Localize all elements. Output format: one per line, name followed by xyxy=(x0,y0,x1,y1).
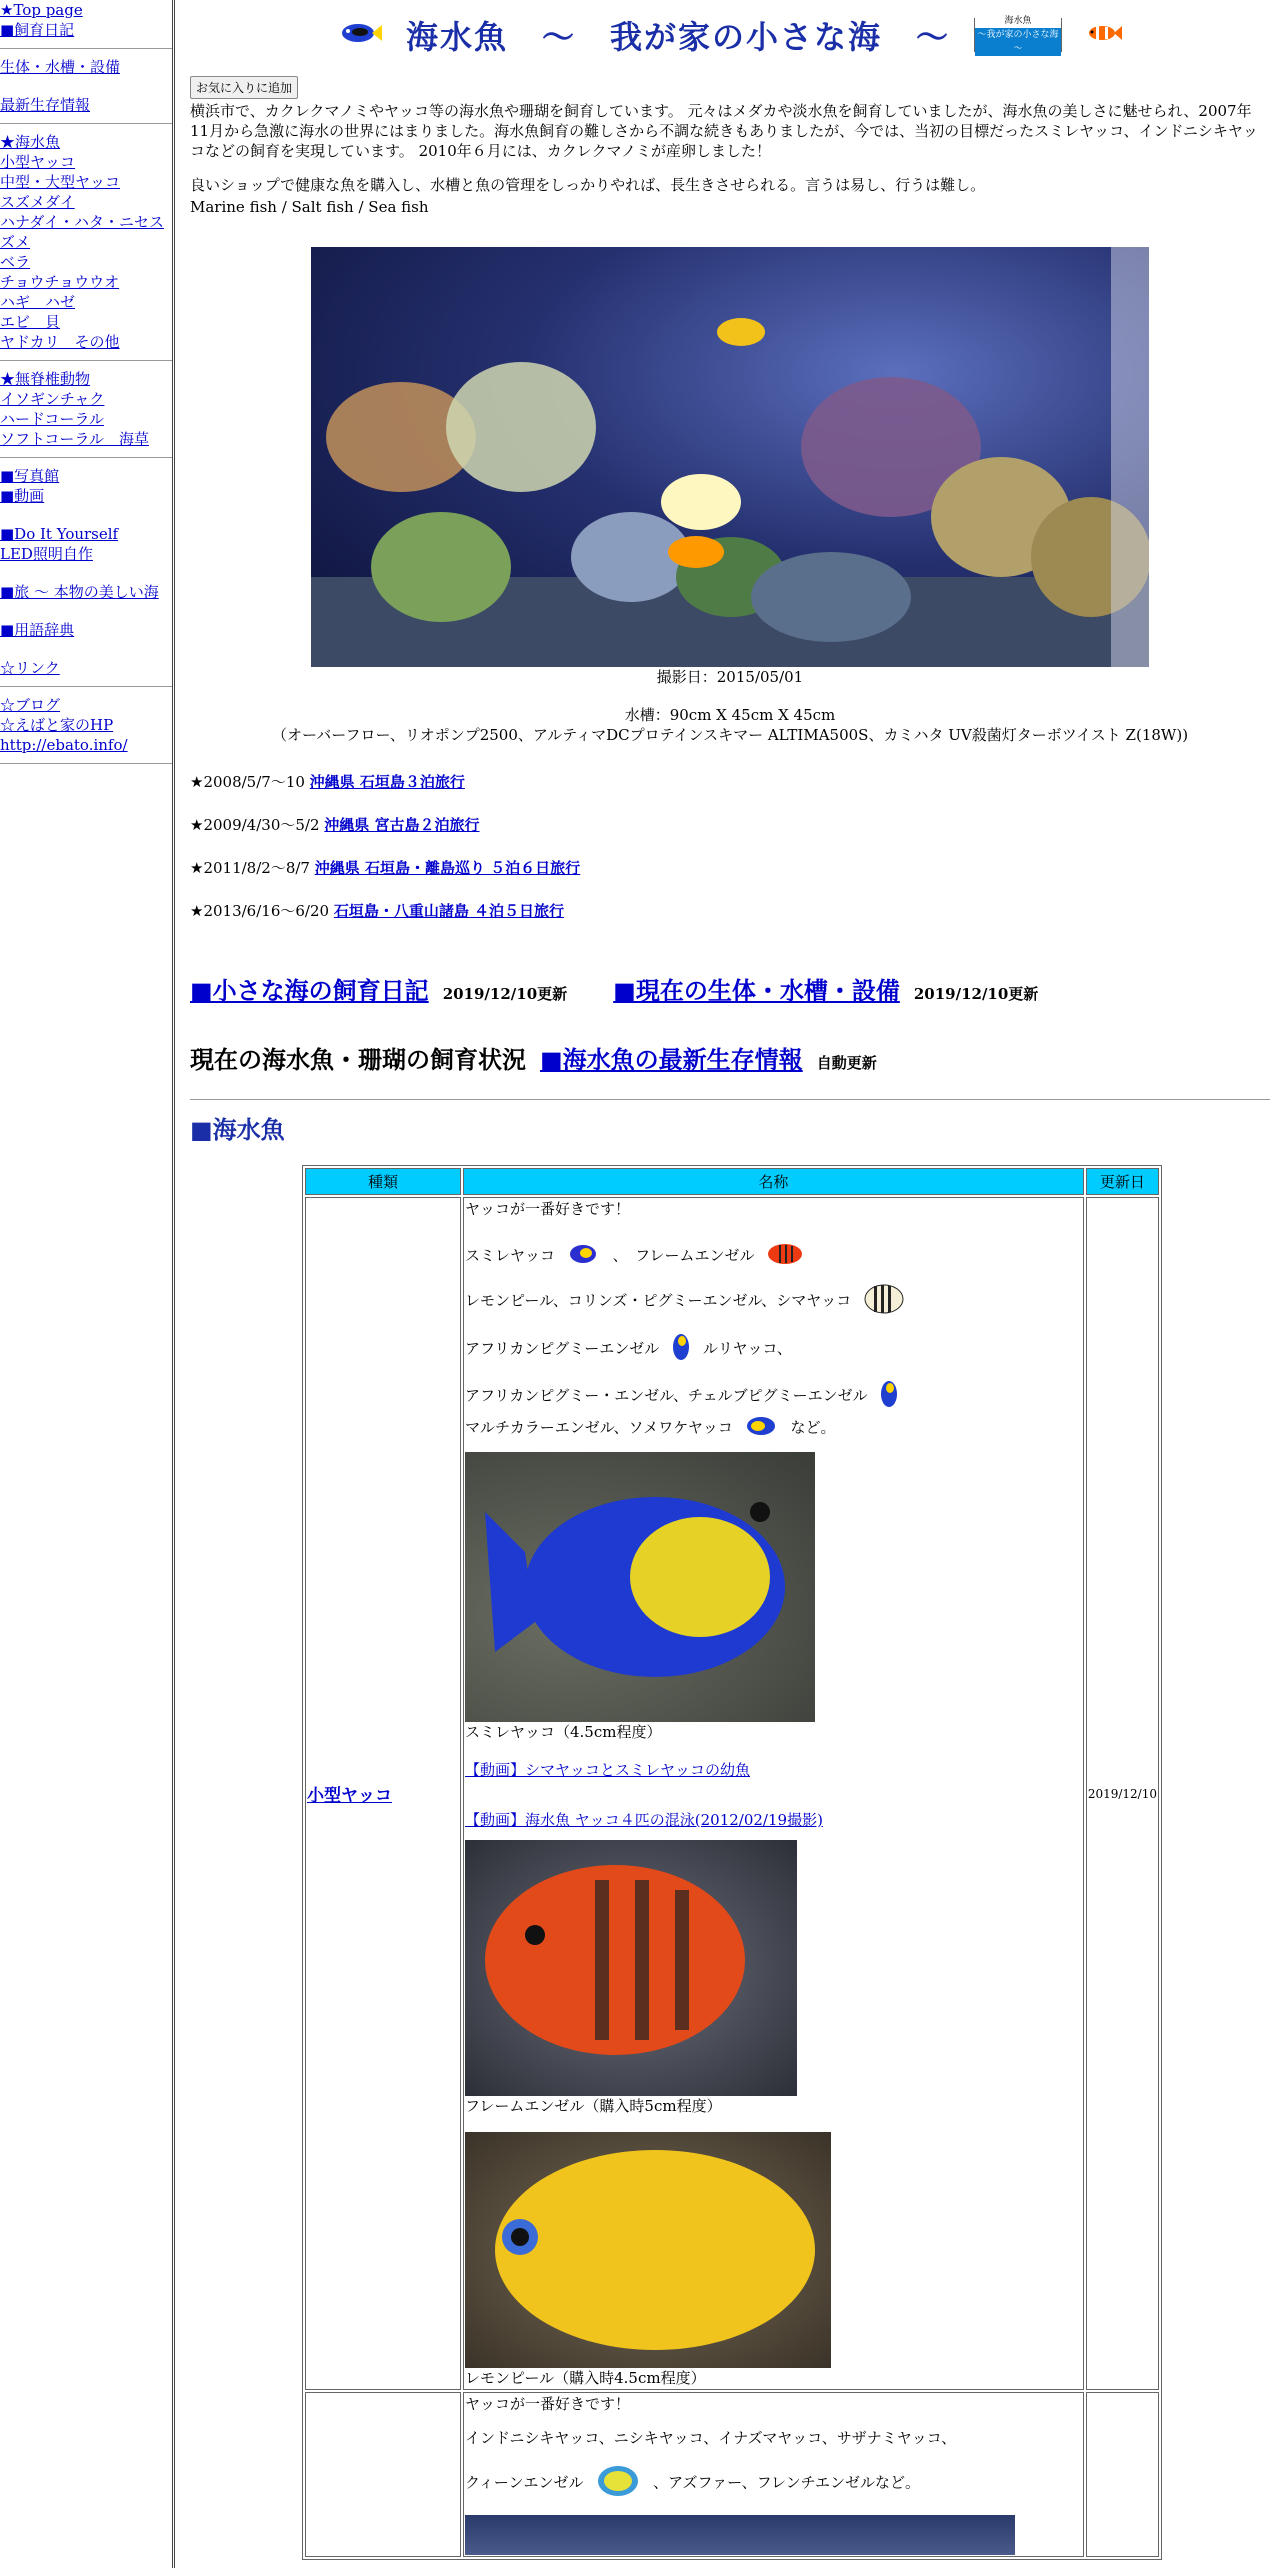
table-header-row xyxy=(305,1168,1159,1195)
sidebar-item-home-url[interactable]: http://ebato.info/ xyxy=(0,736,128,754)
sidebar-group-equipment xyxy=(0,57,172,124)
sidebar-nav xyxy=(0,0,175,2568)
fish-name: スミレヤッコ xyxy=(465,1246,556,1265)
desc-line xyxy=(465,2462,1082,2505)
date-cell: 2019/12/10 xyxy=(1086,1197,1159,2390)
sidebar-item-anthias[interactable]: ハナダイ・ハタ・ニセスズメ xyxy=(0,213,164,251)
sidebar-item-fish[interactable]: ★海水魚 xyxy=(0,133,61,151)
kind-cell xyxy=(305,1197,461,2390)
sidebar-item-gallery[interactable]: ■写真館 xyxy=(0,467,60,485)
sidebar-item-anemone[interactable]: イソギンチャク xyxy=(0,390,105,408)
small-angel-link[interactable]: 小型ヤッコ xyxy=(307,1786,392,1806)
sidebar-item-hermit[interactable]: ヤドカリ その他 xyxy=(0,333,120,351)
lemonpeel-angel-photo xyxy=(465,2132,831,2368)
flameback-fish-icon xyxy=(566,1241,602,1272)
sidebar-item-equipment[interactable]: 生体・水槽・設備 xyxy=(0,58,121,76)
sidebar-group-invert xyxy=(0,369,172,458)
desc-line: ヤッコが一番好きです！ xyxy=(465,2395,631,2413)
fish-table xyxy=(302,1165,1162,2560)
sidebar-item-soft-coral[interactable]: ソフトコーラル 海草 xyxy=(0,430,149,448)
pygmy-angel-icon xyxy=(670,1331,692,1368)
fish-name: アフリカンピグミーエンゼル xyxy=(465,1339,660,1358)
intro-motto: 良いショップで健康な魚を購入し、水槽と魚の管理をしっかりやれば、長生きさせられる。言うは易し、行うは難し。 xyxy=(190,176,986,194)
sidebar-item-small-angel[interactable]: 小型ヤッコ xyxy=(0,153,76,171)
sidebar-item-survival[interactable]: 最新生存情報 xyxy=(0,96,91,114)
desc-line xyxy=(465,1282,1082,1321)
photo-caption: スミレヤッコ（4.5cm程度） xyxy=(465,1723,662,1741)
fish-name: クィーンエンゼル xyxy=(465,2473,584,2492)
fish-name: アフリカンピグミー・エンゼル、チェルブピグミーエンゼル xyxy=(465,1386,868,1405)
sidebar-item-tang-goby[interactable]: ハギ ハゼ xyxy=(0,293,76,311)
trip-date: ★2008/5/7～10 xyxy=(190,773,310,791)
desc-line: ヤッコが一番好きです！ xyxy=(465,1200,631,1218)
clownfish-icon xyxy=(1086,21,1122,49)
sidebar-item-butterfly[interactable]: チョウチョウウオ xyxy=(0,273,120,291)
flameback-angel-photo xyxy=(465,1452,815,1722)
trip-date: ★2013/6/16～6/20 xyxy=(190,902,334,920)
sidebar-item-links[interactable]: ☆リンク xyxy=(0,659,60,677)
flame-angel-photo xyxy=(465,1840,797,2096)
current-updated: 2019/12/10更新 xyxy=(913,985,1039,1003)
status-row xyxy=(190,1040,1270,1075)
photo-caption: レモンピール（購入時4.5cm程度） xyxy=(465,2369,706,2387)
aquarium-photo xyxy=(311,247,1149,667)
main-content xyxy=(190,0,1270,2560)
blue-tang-icon xyxy=(338,19,382,51)
sidebar-item-led[interactable]: LED照明自作 xyxy=(0,545,93,563)
fish-name: など。 xyxy=(790,1418,836,1437)
sidebar-item-blog[interactable]: ☆ブログ xyxy=(0,696,61,714)
aquarium-photo-block xyxy=(190,247,1270,745)
sidebar-item-hard-coral[interactable]: ハードコーラル xyxy=(0,410,104,428)
sidebar-item-glossary[interactable]: ■用語辞典 xyxy=(0,621,75,639)
site-title: 海水魚 ～ 我が家の小さな海 ～ xyxy=(405,18,950,56)
trip-link[interactable]: 石垣島・八重山諸島 ４泊５日旅行 xyxy=(333,902,565,920)
desc-cell xyxy=(463,1197,1084,2390)
sidebar-item-video[interactable]: ■動画 xyxy=(0,487,45,505)
fish-name: ルリヤッコ、 xyxy=(702,1339,792,1358)
trip-list xyxy=(190,771,1270,921)
intro-keywords: Marine fish / Salt fish / Sea fish xyxy=(190,198,429,216)
sidebar-item-diary[interactable]: ■飼育日記 xyxy=(0,21,75,39)
desc-cell xyxy=(463,2392,1084,2557)
photo-caption: フレームエンゼル（購入時5cm程度） xyxy=(465,2097,722,2115)
header-name: 名称 xyxy=(463,1168,1084,1195)
sidebar-item-shrimp[interactable]: エビ 貝 xyxy=(0,313,61,331)
latest-survival-link[interactable]: ■海水魚の最新生存情報 xyxy=(540,1045,803,1074)
desc-line xyxy=(465,1415,1082,1442)
photo-date: 撮影日：2015/05/01 xyxy=(656,668,804,686)
trip-link[interactable]: 沖縄県 石垣島・離島巡り ５泊６日旅行 xyxy=(314,859,581,877)
sidebar-group-top xyxy=(0,0,172,49)
trip-item xyxy=(190,814,1270,835)
multicolor-angel-icon xyxy=(744,1415,780,1442)
trip-item xyxy=(190,900,1270,921)
sidebar-item-travel[interactable]: ■旅 ～ 本物の美しい海 xyxy=(0,583,159,601)
diary-updated: 2019/12/10更新 xyxy=(442,985,568,1003)
fish-heading: ■海水魚 xyxy=(190,1115,285,1144)
queen-angel-icon xyxy=(594,2462,642,2505)
sidebar-item-diy[interactable]: ■Do It Yourself xyxy=(0,525,119,543)
header-date: 更新日 xyxy=(1086,1168,1159,1195)
latest-note: 自動更新 xyxy=(816,1054,877,1072)
fish-name: 、 フレームエンゼル xyxy=(612,1246,755,1265)
table-row xyxy=(305,1197,1159,2390)
tank-equipment: （オーバーフロー、リオポンプ2500、アルティマDCプロテインスキマー ALTIMA500S、カミハタ UV殺菌灯ターボツイスト Z(18W)) xyxy=(271,726,1189,744)
desc-line xyxy=(465,1241,1082,1272)
diary-link[interactable]: ■小さな海の飼育日記 xyxy=(190,976,429,1005)
date-cell xyxy=(1086,2392,1159,2557)
video-link[interactable]: 【動画】海水魚 ヤッコ４匹の混泳(2012/02/19撮影) xyxy=(465,1811,823,1829)
sidebar-item-home[interactable]: ☆えばと家のHP xyxy=(0,716,114,734)
page-header xyxy=(190,0,1270,70)
sidebar-item-invert[interactable]: ★無脊椎動物 xyxy=(0,370,91,388)
sidebar-item-damsel[interactable]: スズメダイ xyxy=(0,193,75,211)
intro-paragraph: 横浜市で、カクレクマノミやヤッコ等の海水魚や珊瑚を飼育しています。 元々はメダカや淡水魚を飼育していましたが、海水魚の美しさに魅せられ、2007年11月から急激に海水の世界にはまりました。海水魚飼育の難しさから不調な続きもありましたが、今では、当初の目標だったスミレヤッコ、インドニシキヤッコなどの飼育を実現しています。 2010年６月には、カクレクマノミが産卵しました！ xyxy=(190,102,1258,160)
sidebar-item-wrasse[interactable]: ベラ xyxy=(0,253,31,271)
desc-line xyxy=(465,1378,1082,1415)
diary-section-row xyxy=(190,971,1270,1006)
tank-size: 水槽：90cm X 45cm X 45cm xyxy=(624,706,836,724)
header-kind: 種類 xyxy=(305,1168,461,1195)
sidebar-group-blog xyxy=(0,695,172,764)
trip-date: ★2011/8/2～8/7 xyxy=(190,859,315,877)
fish-name: マルチカラーエンゼル、ソメワケヤッコ xyxy=(465,1418,733,1437)
fish-name: 、アズファー、フレンチエンゼルなど。 xyxy=(653,2473,921,2492)
table-row xyxy=(305,2392,1159,2557)
sidebar-item-large-angel[interactable]: 中型・大型ヤッコ xyxy=(0,173,121,191)
sidebar-group-media xyxy=(0,466,172,687)
trip-item xyxy=(190,857,1270,878)
emperor-angel-photo xyxy=(465,2515,1015,2555)
video-link[interactable]: 【動画】シマヤッコとスミレヤッコの幼魚 xyxy=(465,1761,751,1779)
add-favorite-button[interactable]: お気に入りに追加 xyxy=(190,76,298,99)
african-pygmy-icon xyxy=(878,1378,900,1415)
sidebar-item-top-page[interactable]: ★Top page xyxy=(0,1,83,19)
site-banner-logo[interactable] xyxy=(974,18,1062,52)
banner-bottom-text: ～我が家の小さな海～ xyxy=(975,28,1061,56)
desc-line xyxy=(465,1331,1082,1368)
trip-link[interactable]: 沖縄県 石垣島３泊旅行 xyxy=(309,773,465,791)
kind-cell xyxy=(305,2392,461,2557)
sidebar-group-fish xyxy=(0,132,172,361)
striped-angel-icon xyxy=(862,1282,906,1321)
trip-date: ★2009/4/30～5/2 xyxy=(190,816,325,834)
banner-top-text: 海水魚 xyxy=(975,14,1061,28)
trip-item xyxy=(190,771,1270,792)
flame-angel-icon xyxy=(765,1241,807,1272)
fish-name: レモンピール、コリンズ・ピグミーエンゼル、シマヤッコ xyxy=(465,1291,852,1310)
divider xyxy=(190,1099,1270,1100)
current-status-link[interactable]: ■現在の生体・水槽・設備 xyxy=(613,976,900,1005)
trip-link[interactable]: 沖縄県 宮古島２泊旅行 xyxy=(324,816,480,834)
desc-line: インドニシキヤッコ、ニシキヤッコ、イナズマヤッコ、サザナミヤッコ、 xyxy=(465,2429,957,2447)
status-title: 現在の海水魚・珊瑚の飼育状況 xyxy=(190,1045,526,1074)
